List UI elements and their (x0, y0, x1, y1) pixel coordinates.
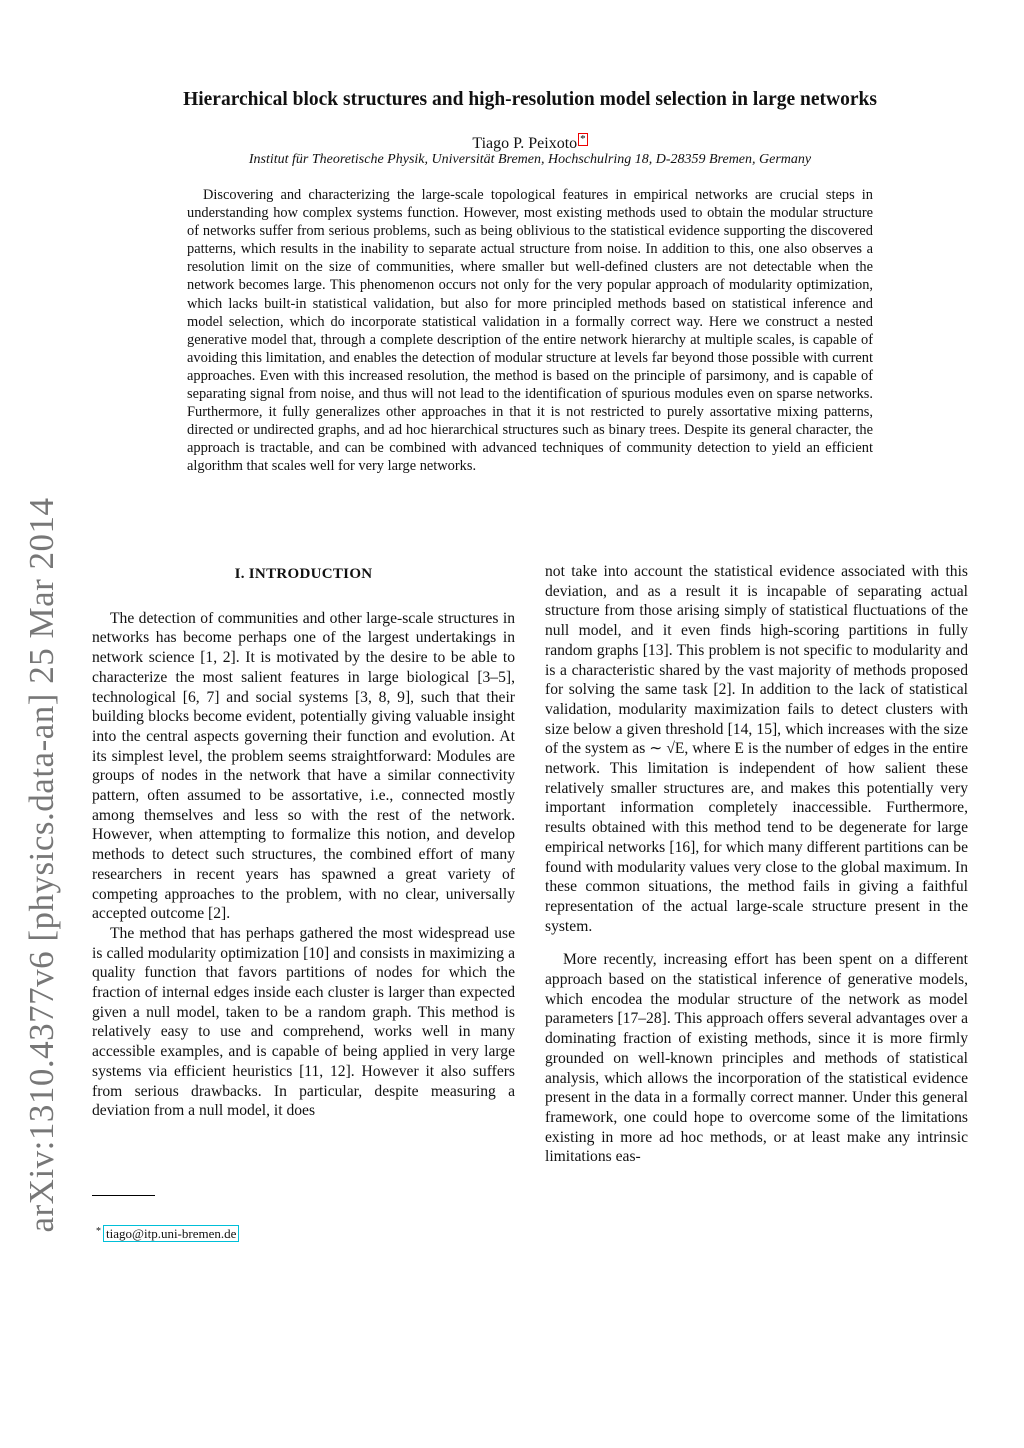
author-line (80, 133, 980, 153)
author-name: Tiago P. Peixoto (472, 135, 578, 152)
intro-paragraph-1: The detection of communities and other large-scale structures in networks has become perhaps one of the largest undertakings in network science [1, 2]. It is motivated by the desire to be able to characterize the most salient features in large biological [3–5], technological [6, 7] and social systems [3, 8, 9], such that their building blocks become evident, potentially giving valuable insight into the central aspects governing their function and evolution. At its simplest level, the problem seems straightforward: Modules are groups of nodes in the network that have a similar connectivity pattern, often assumed to be assortative, i.e., connected mostly among themselves and less so with the rest of the network. However, when attempting to formalize this notion, and develop methods to detect such structures, the combined effort of many researchers in recent years has spawned a great variety of competing approaches to the problem, with no clear, universally accepted outcome [2]. (92, 609, 515, 923)
section-heading-introduction: I. INTRODUCTION (234, 566, 373, 582)
author-footnote-link[interactable]: * (580, 133, 586, 145)
paper-title: Hierarchical block structures and high-resolution model selection in large networks (183, 89, 877, 110)
intro-paragraph-2: The method that has perhaps gathered the most widespread use is called modularity optimization [10] and consists in maximizing a quality function that favors partitions of nodes for which the fraction of internal edges inside each cluster is larger than expected given a null model, taken to be a random graph. This method is relatively easy to use and comprehend, works well in many accessible examples, and is capable of being applied in very large systems via efficient heuristics [11, 12]. However it also suffers from serious drawbacks. In particular, despite measuring a deviation from a null model, it does (92, 924, 515, 1120)
intro-paragraph-2-continued: not take into account the statistical evidence associated with this deviation, and as a result it is incapable of separating actual structure from those arising simply of statistical fluctuations of the null model, and it even finds high-scoring partitions in fully random graphs [13]. This problem is not specific to modularity and is a characteristic shared by the vast majority of methods proposed for solving the same task [2]. In addition to the lack of statistical validation, modularity maximization fails to detect clusters with size below a given threshold [14, 15], which increases with the size of the system as ∼ √E, where E is the number of edges in the entire network. This limitation is independent of how salient these relatively smaller structures are, and makes this potentially very important information completely inaccessible. Furthermore, results obtained with this method tend to be degenerate for large empirical networks [16], for which many different partitions can be found with modularity values very close to the global maximum. In these common situations, the method fails in giving a faithful representation of the actual large-scale structure present in the system. (545, 563, 968, 935)
author-email-link[interactable]: tiago@itp.uni-bremen.de (103, 1225, 239, 1242)
footnote-mark: * (96, 1226, 101, 1237)
right-column (545, 562, 968, 1167)
left-column (92, 562, 515, 1121)
abstract: Discovering and characterizing the large-scale topological features in empirical networks are crucial steps in understanding how complex systems function. However, most existing methods used to obtain the modular structure of networks suffer from serious problems, such as being oblivious to the statistical evidence supporting the discovered patterns, which results in the inability to separate actual structure from noise. In addition to this, one also observes a resolution limit on the size of communities, where smaller but well-defined clusters are not detectable when the network becomes large. This phenomenon occurs not only for the very popular approach of modularity optimization, which lacks built-in statistical validation, but also for more principled methods based on statistical inference and model selection, which do incorporate statistical validation in a formally correct way. Here we construct a nested generative model that, through a complete description of the entire network hierarchy at multiple scales, is capable of avoiding this limitation, and enables the detection of modular structure at levels far beyond those possible with current approaches. Even with this increased resolution, the method is based on the principle of parsimony, and is capable of separating signal from noise, and thus will not lead to the identification of spurious modules even on sparse networks. Furthermore, it fully generalizes other approaches in that it is not restricted to purely assortative mixing patterns, directed or undirected graphs, and ad hoc hierarchical structures such as binary trees. Despite its general character, the approach is tractable, and can be combined with advanced techniques of community detection to yield an efficient algorithm that scales well for very large networks. (187, 187, 873, 475)
paragraph-gap (545, 936, 968, 950)
footnote (96, 1226, 239, 1242)
intro-paragraph-3: More recently, increasing effort has been spent on a different approach based on the statistical inference of generative models, which encodea the modular structure of the network as model parameters [17–28]. This approach offers several advantages over a dominating fraction of existing methods, since it is more firmly grounded on well-known principles and methods of statistical analysis, which allows the incorporation of the statistical evidence present in the data in a formally correct manner. Under this general framework, one could hope to overcome some of the limitations existing in more ad hoc methods, or at least make any intrinsic limitations eas- (545, 951, 968, 1166)
footnote-rule (92, 1195, 155, 1196)
affiliation: Institut für Theoretische Physik, Universität Bremen, Hochschulring 18, D-28359 Bremen, Germany (248, 152, 812, 167)
arxiv-sidebar (18, 400, 66, 1330)
arxiv-identifier: arXiv:1310.4377v6 [physics.data-an] 25 Mar 2014 (22, 497, 61, 1233)
